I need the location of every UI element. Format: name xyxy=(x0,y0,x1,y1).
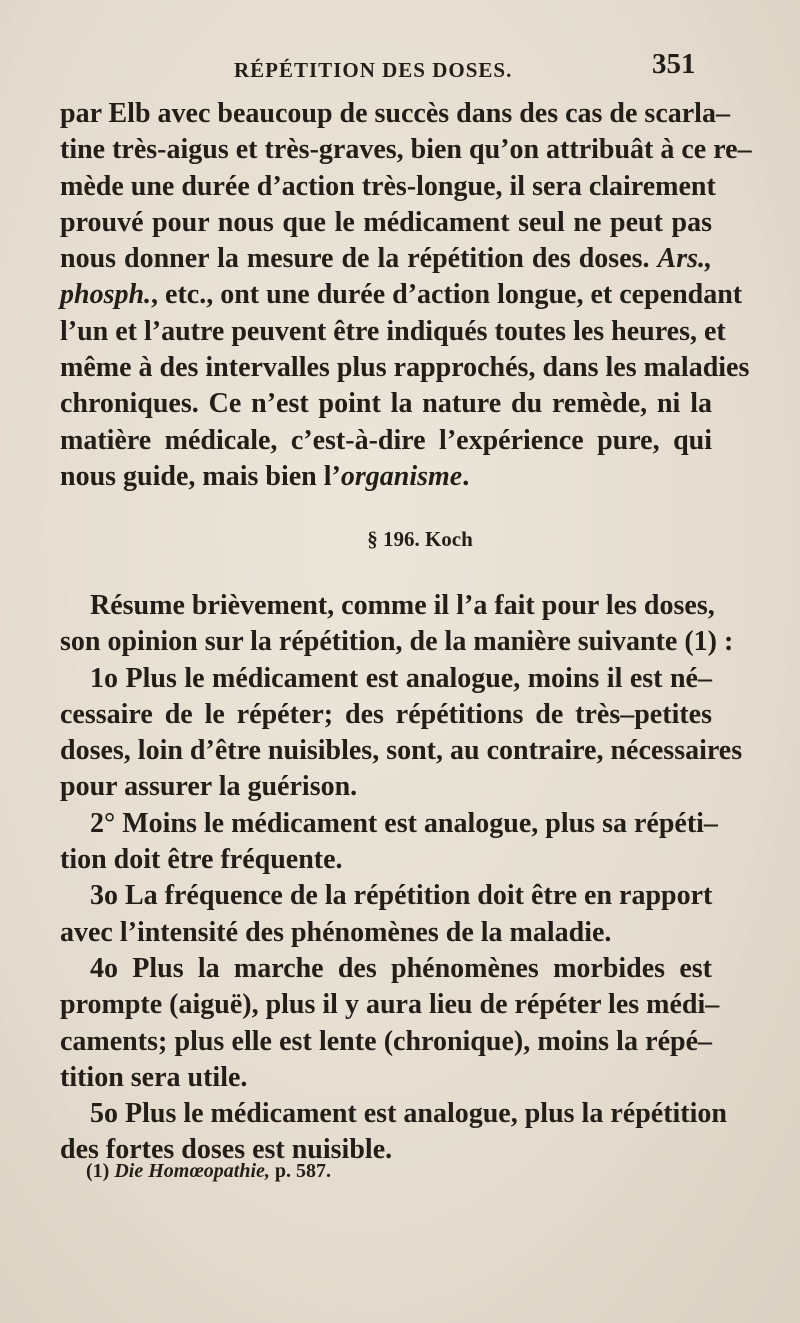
text-line: avec l’intensité des phénomènes de la maladie. xyxy=(60,916,612,948)
list-item-4: 4o Plus la marche des phénomènes morbides est xyxy=(90,952,712,984)
text-line: l’un et l’autre peuvent être indiqués toutes les heures, et xyxy=(60,315,726,347)
section-heading: § 196. Koch xyxy=(367,527,473,551)
text-line: même à des intervalles plus rapprochés, dans les maladies xyxy=(60,352,750,384)
text-line: mède une durée d’action très-longue, il sera clairement xyxy=(60,170,716,202)
text-line: Résume brièvement, comme il l’a fait pour les doses, xyxy=(90,590,715,621)
footnote-marker: (1) xyxy=(86,1160,110,1182)
text-line: son opinion sur la répétition, de la manière suivante (1) : xyxy=(60,626,734,658)
running-title: RÉPÉTITION DES DOSES. xyxy=(234,58,513,82)
text-line: prouvé pour nous que le médicament seul ne peut pas xyxy=(60,206,712,238)
text-line: prompte (aiguë), plus il y aura lieu de répéter les médi– xyxy=(60,989,720,1021)
text-line: caments; plus elle est lente (chronique), moins la répé– xyxy=(60,1025,712,1057)
paragraph-1 xyxy=(60,96,752,495)
text-line: tine très-aigus et très-graves, bien qu’on attribuât à ce re– xyxy=(60,134,752,166)
emphasis-organisme: organisme xyxy=(340,460,463,492)
text-line: doses, loin d’être nuisibles, sont, au contraire, nécessaires xyxy=(60,735,743,767)
text-line: matière médicale, c’est-à-dire l’expérience pure, qui xyxy=(60,424,712,456)
paragraph-2 xyxy=(60,588,743,1169)
footnote-title: Die Homœopathie, xyxy=(114,1160,270,1182)
text-run: . xyxy=(462,460,470,492)
text-line: pour assurer la guérison. xyxy=(60,771,358,803)
footnote-page: p. 587. xyxy=(274,1160,331,1182)
abbreviation-phosph: phosph. xyxy=(60,279,152,311)
list-item-3: 3o La fréquence de la répétition doit être en rapport xyxy=(90,880,713,912)
abbreviation-ars: Ars., xyxy=(657,243,713,275)
list-item-2: 2° Moins le médicament est analogue, plus sa répéti– xyxy=(90,807,718,839)
footnote xyxy=(86,1160,331,1183)
text-run: , etc., ont une durée d’action longue, et cependant xyxy=(151,279,743,311)
text-line xyxy=(60,277,743,313)
text-line: chroniques. Ce n’est point la nature du remède, ni la xyxy=(60,388,712,420)
text-line: cessaire de le répéter; des répétitions de très–petites xyxy=(60,698,712,730)
text-run: nous guide, mais bien l’ xyxy=(60,460,341,492)
text-line: des fortes doses est nuisible. xyxy=(60,1134,393,1166)
page-header xyxy=(0,48,800,88)
text-run: nous donner la mesure de la répétition des doses. xyxy=(60,243,650,275)
list-item-5: 5o Plus le médicament est analogue, plus la répétition xyxy=(90,1098,727,1130)
list-item-1: 1o Plus le médicament est analogue, moins il est né– xyxy=(90,662,712,694)
text-line xyxy=(60,459,712,495)
page-number: 351 xyxy=(652,48,696,80)
text-line: par Elb avec beaucoup de succès dans des cas de scarla– xyxy=(60,98,730,129)
text-line: tion doit être fréquente. xyxy=(60,844,343,876)
text-line xyxy=(60,241,712,277)
text-line: tition sera utile. xyxy=(60,1061,248,1093)
